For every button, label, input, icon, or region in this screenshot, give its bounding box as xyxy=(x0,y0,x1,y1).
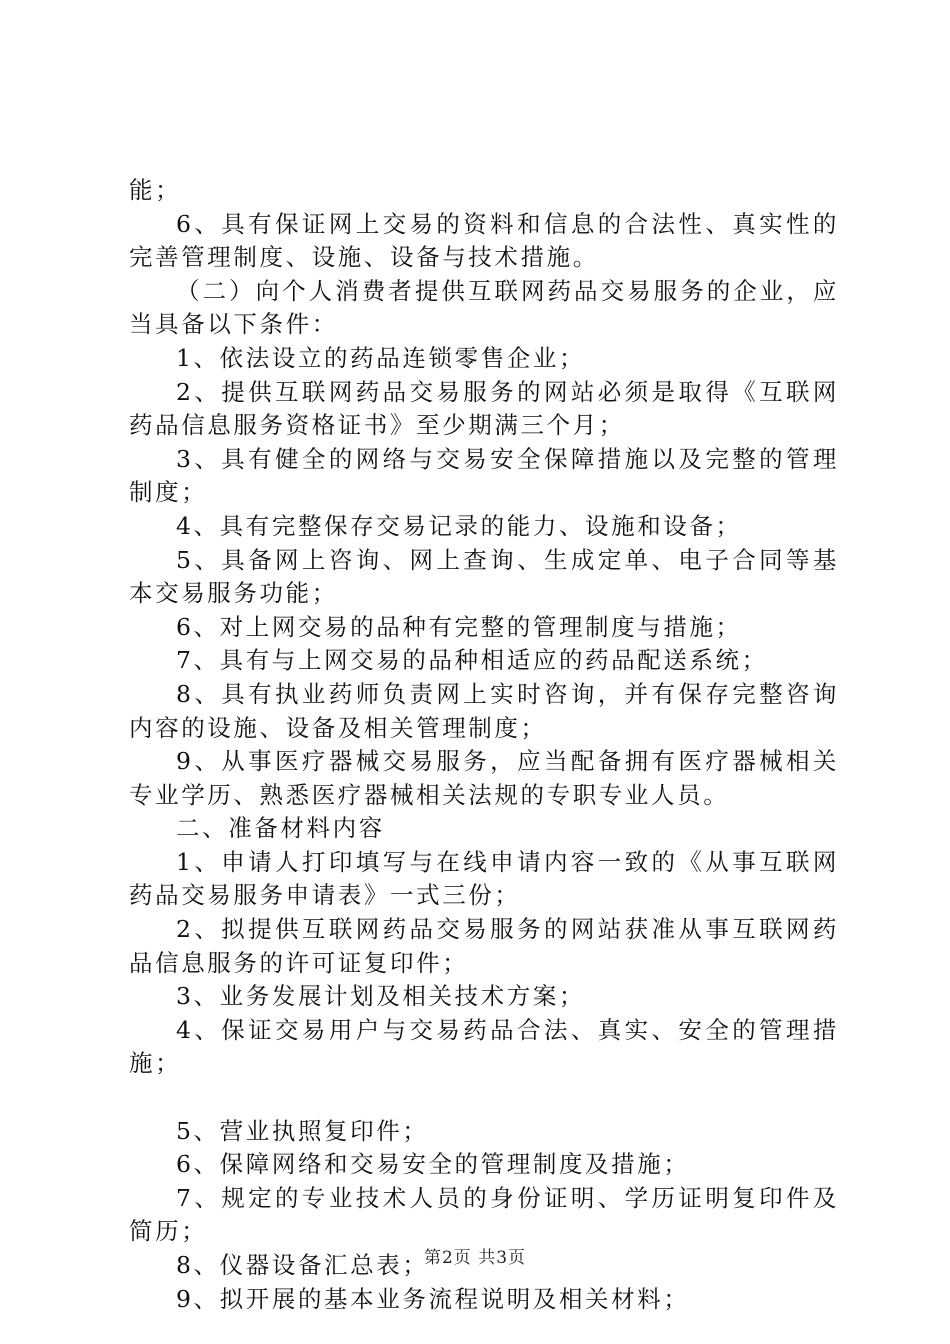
material-item-8: 8、仪器设备汇总表； xyxy=(176,1251,429,1279)
condition-item-7: 7、具有与上网交易的品种相适应的药品配送系统； xyxy=(176,646,768,675)
condition-item-3: 3、具有健全的网络与交易安全保障措施以及完整的管理制度； xyxy=(129,444,839,507)
condition-item-8: 8、具有执业药师负责网上实时咨询，并有保存完整咨询内容的设施、设备及相关管理制度； xyxy=(129,679,839,742)
condition-item-4: 4、具有完整保存交易记录的能力、设施和设备； xyxy=(176,511,742,540)
material-item-3: 3、业务发展计划及相关技术方案； xyxy=(176,982,586,1011)
condition-item-2: 2、提供互联网药品交易服务的网站必须是取得《互联网药品信息服务资格证书》至少期满三个月； xyxy=(129,377,839,440)
condition-item-5: 5、具备网上咨询、网上查询、生成定单、电子合同等基本交易服务功能； xyxy=(129,545,839,608)
document-body xyxy=(129,174,839,1316)
condition-item-1: 1、依法设立的药品连锁零售企业； xyxy=(176,343,586,372)
page-number-footer: 第2页 共3页 xyxy=(423,1248,527,1268)
material-item-5: 5、营业执照复印件； xyxy=(176,1116,429,1145)
condition-item-6: 6、对上网交易的品种有完整的管理制度与措施； xyxy=(176,612,742,641)
paragraph-continuation: 能； xyxy=(129,176,182,204)
material-item-6: 6、保障网络和交易安全的管理制度及措施； xyxy=(176,1150,690,1179)
condition-item-9: 9、从事医疗器械交易服务，应当配备拥有医疗器械相关专业学历、熟悉医疗器械相关法规的专职专业人员。 xyxy=(129,747,839,809)
material-item-4: 4、保证交易用户与交易药品合法、真实、安全的管理措施； xyxy=(129,1015,839,1078)
section-heading-2-consumer: （二）向个人消费者提供互联网药品交易服务的企业，应当具备以下条件： xyxy=(129,276,839,339)
material-item-7: 7、规定的专业技术人员的身份证明、学历证明复印件及简历； xyxy=(129,1183,839,1246)
material-item-1: 1、申请人打印填写与在线申请内容一致的《从事互联网药品交易服务申请表》一式三份； xyxy=(129,847,839,910)
material-item-2: 2、拟提供互联网药品交易服务的网站获准从事互联网药品信息服务的许可证复印件； xyxy=(129,915,839,977)
section-heading-materials: 二、准备材料内容 xyxy=(176,814,385,843)
material-item-9: 9、拟开展的基本业务流程说明及相关材料； xyxy=(176,1284,690,1313)
paragraph-item-6-management: 6、具有保证网上交易的资料和信息的合法性、真实性的完善管理制度、设施、设备与技术措施。 xyxy=(129,209,839,272)
